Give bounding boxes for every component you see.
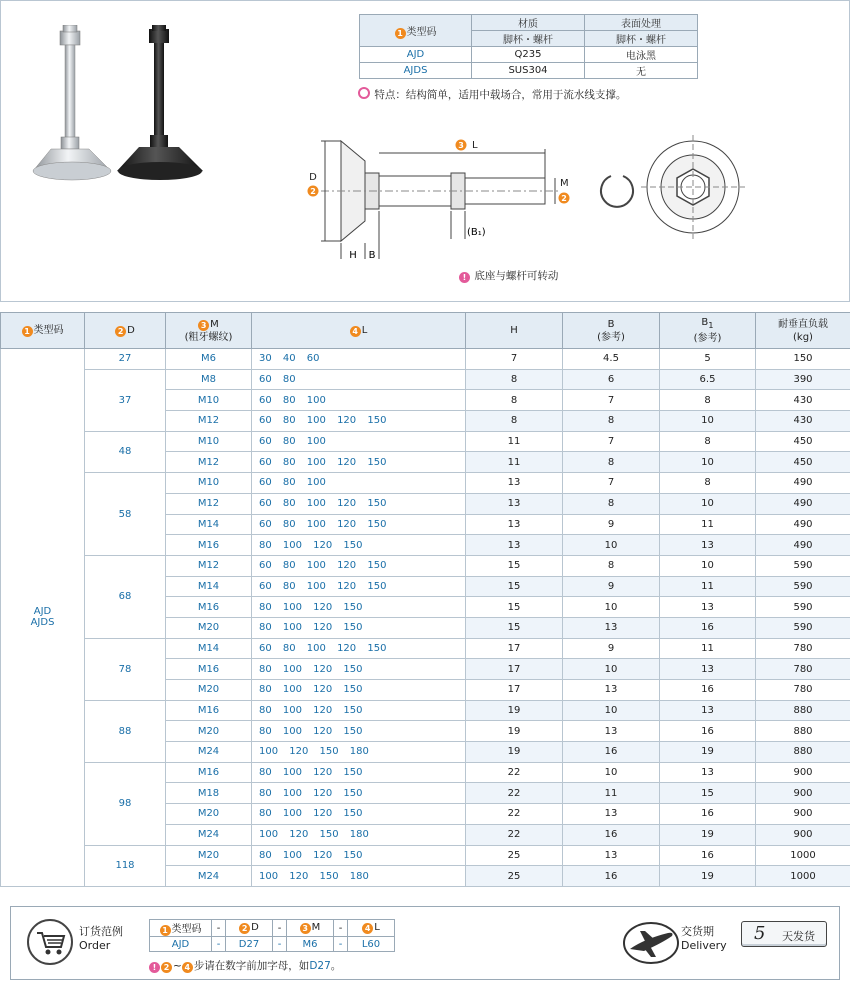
material-row-material: Q235 <box>472 47 585 63</box>
b1-cell: 16 <box>660 804 756 825</box>
m-cell: M20 <box>166 680 252 701</box>
order-value-type: AJD <box>150 937 212 952</box>
h-cell: 15 <box>466 555 563 576</box>
delivery-days-number: 5 <box>754 923 766 944</box>
table-row <box>1 700 850 721</box>
h-cell: 17 <box>466 638 563 659</box>
b-cell: 16 <box>563 742 660 763</box>
b1-cell: 15 <box>660 783 756 804</box>
b1-cell: 19 <box>660 866 756 887</box>
l-cell: 80 100 120 150 <box>252 700 466 721</box>
h-cell: 25 <box>466 845 563 866</box>
material-sub-header: 脚杯・螺杆 <box>472 31 585 47</box>
h-cell: 13 <box>466 514 563 535</box>
order-separator: - <box>212 920 226 937</box>
m-cell: M24 <box>166 742 252 763</box>
b-cell: 6 <box>563 369 660 390</box>
feature-note: 特点：结构简单，适用中载场合，常用于流水线支撑。 <box>358 87 626 102</box>
d-cell: 78 <box>85 638 166 700</box>
d-cell: 118 <box>85 845 166 886</box>
l-cell: 80 100 120 150 <box>252 721 466 742</box>
exclamation-icon: ! <box>459 272 470 283</box>
m-cell: M18 <box>166 783 252 804</box>
col-header-l: 4 L <box>252 313 466 349</box>
b1-cell: 6.5 <box>660 369 756 390</box>
table-row <box>1 762 850 783</box>
h-cell: 15 <box>466 597 563 618</box>
load-cell: 900 <box>756 783 850 804</box>
circle-number-3-icon: 3 <box>198 320 209 331</box>
b1-cell: 11 <box>660 638 756 659</box>
m-cell: M14 <box>166 576 252 597</box>
b-cell: 8 <box>563 493 660 514</box>
col-header-load: 耐垂直负载 (kg) <box>756 313 850 349</box>
circle-number-4-icon: 4 <box>362 923 373 934</box>
circle-number-2-icon: 2 <box>161 962 172 973</box>
b1-cell: 11 <box>660 576 756 597</box>
m-cell: M16 <box>166 700 252 721</box>
table-row <box>1 349 850 370</box>
h-cell: 11 <box>466 452 563 473</box>
l-cell: 80 100 120 150 <box>252 762 466 783</box>
order-example-box <box>10 906 840 980</box>
circle-number-3-icon: 3 <box>300 923 311 934</box>
order-header-d: 2 D <box>226 920 273 937</box>
m-cell: M14 <box>166 638 252 659</box>
h-cell: 13 <box>466 493 563 514</box>
load-cell: 430 <box>756 411 850 432</box>
col-header-b: B (参考) <box>563 313 660 349</box>
l-cell: 60 80 100 120 150 <box>252 576 466 597</box>
l-cell: 100 120 150 180 <box>252 742 466 763</box>
dim-b1-label: (B₁) <box>467 227 486 238</box>
col-header-h: H <box>466 313 563 349</box>
material-row-type: AJD <box>360 47 472 63</box>
h-cell: 19 <box>466 742 563 763</box>
load-cell: 590 <box>756 576 850 597</box>
material-row-type: AJDS <box>360 63 472 79</box>
h-cell: 22 <box>466 783 563 804</box>
h-cell: 22 <box>466 804 563 825</box>
b1-cell: 5 <box>660 349 756 370</box>
load-cell: 780 <box>756 659 850 680</box>
circle-number-1-icon: 1 <box>160 925 171 936</box>
b1-cell: 10 <box>660 411 756 432</box>
m-cell: M14 <box>166 514 252 535</box>
h-cell: 13 <box>466 535 563 556</box>
m-cell: M16 <box>166 762 252 783</box>
b1-cell: 16 <box>660 845 756 866</box>
l-cell: 60 80 100 120 150 <box>252 411 466 432</box>
h-cell: 13 <box>466 473 563 494</box>
load-cell: 1000 <box>756 866 850 887</box>
load-cell: 780 <box>756 680 850 701</box>
h-cell: 8 <box>466 369 563 390</box>
order-header-m: 3 M <box>287 920 334 937</box>
b-cell: 16 <box>563 824 660 845</box>
m-cell: M10 <box>166 390 252 411</box>
circle-number-4-icon: 4 <box>350 326 361 337</box>
load-cell: 490 <box>756 514 850 535</box>
m-cell: M16 <box>166 659 252 680</box>
table-row <box>1 473 850 494</box>
type-code-value: AJDS <box>30 617 55 629</box>
l-cell: 60 80 100 120 150 <box>252 555 466 576</box>
h-cell: 11 <box>466 431 563 452</box>
l-cell: 60 80 100 <box>252 473 466 494</box>
dim-h-label: H <box>349 250 357 261</box>
material-header: 材质 <box>472 15 585 31</box>
m-cell: M20 <box>166 845 252 866</box>
b1-cell: 10 <box>660 555 756 576</box>
m-cell: M20 <box>166 721 252 742</box>
product-photo-stainless <box>27 25 119 185</box>
circle-number-1-icon: 1 <box>22 326 33 337</box>
table-row <box>1 845 850 866</box>
order-value-l: L60 <box>348 937 395 952</box>
b1-cell: 19 <box>660 742 756 763</box>
load-cell: 900 <box>756 762 850 783</box>
order-separator: - <box>273 920 287 937</box>
material-type-header: 1 类型码 <box>360 15 472 47</box>
l-cell: 80 100 120 150 <box>252 804 466 825</box>
d-cell: 37 <box>85 369 166 431</box>
svg-text:3: 3 <box>458 141 464 150</box>
technical-drawing <box>301 131 761 264</box>
order-value-m: M6 <box>287 937 334 952</box>
l-cell: 80 100 120 150 <box>252 617 466 638</box>
l-cell: 60 80 100 120 150 <box>252 452 466 473</box>
b-cell: 16 <box>563 866 660 887</box>
load-cell: 450 <box>756 431 850 452</box>
b-cell: 10 <box>563 535 660 556</box>
b-cell: 13 <box>563 845 660 866</box>
delivery-days-badge <box>741 921 827 947</box>
b1-cell: 19 <box>660 824 756 845</box>
l-cell: 60 80 100 120 150 <box>252 514 466 535</box>
l-cell: 60 80 100 <box>252 390 466 411</box>
b1-cell: 8 <box>660 431 756 452</box>
l-cell: 60 80 100 120 150 <box>252 638 466 659</box>
h-cell: 17 <box>466 659 563 680</box>
b1-cell: 16 <box>660 617 756 638</box>
col-header-d: 2 D <box>85 313 166 349</box>
material-row-finish: 无 <box>585 63 698 79</box>
m-cell: M12 <box>166 493 252 514</box>
order-label: 订货范例 Order <box>79 925 123 952</box>
m-cell: M16 <box>166 535 252 556</box>
b1-cell: 8 <box>660 390 756 411</box>
cart-icon <box>27 919 73 965</box>
l-cell: 80 100 120 150 <box>252 680 466 701</box>
circle-number-2-icon: 2 <box>239 923 250 934</box>
h-cell: 22 <box>466 824 563 845</box>
feature-icon <box>358 87 370 99</box>
l-cell: 100 120 150 180 <box>252 824 466 845</box>
h-cell: 8 <box>466 411 563 432</box>
h-cell: 15 <box>466 617 563 638</box>
b-cell: 10 <box>563 762 660 783</box>
load-cell: 150 <box>756 349 850 370</box>
m-cell: M10 <box>166 473 252 494</box>
b-cell: 10 <box>563 700 660 721</box>
h-cell: 19 <box>466 700 563 721</box>
load-cell: 450 <box>756 452 850 473</box>
table-row <box>1 638 850 659</box>
load-cell: 590 <box>756 555 850 576</box>
col-header-m: 3 M (粗牙螺纹) <box>166 313 252 349</box>
table-row <box>1 431 850 452</box>
b-cell: 10 <box>563 659 660 680</box>
d-cell: 68 <box>85 555 166 638</box>
b1-cell: 13 <box>660 659 756 680</box>
h-cell: 8 <box>466 390 563 411</box>
b1-cell: 11 <box>660 514 756 535</box>
dim-l-label: L <box>472 140 478 151</box>
product-overview-panel <box>0 0 850 302</box>
circle-number-4-icon: 4 <box>182 962 193 973</box>
h-cell: 25 <box>466 866 563 887</box>
col-header-type: 1 类型码 <box>1 313 85 349</box>
airplane-icon <box>622 921 680 965</box>
b-cell: 10 <box>563 597 660 618</box>
m-cell: M20 <box>166 617 252 638</box>
spec-table <box>0 312 850 887</box>
b1-cell: 13 <box>660 535 756 556</box>
m-cell: M6 <box>166 349 252 370</box>
order-value-d: D27 <box>226 937 273 952</box>
circle-number-1-icon: 1 <box>395 28 406 39</box>
d-cell: 98 <box>85 762 166 845</box>
l-cell: 30 40 60 <box>252 349 466 370</box>
load-cell: 780 <box>756 638 850 659</box>
l-cell: 80 100 120 150 <box>252 659 466 680</box>
material-row-material: SUS304 <box>472 63 585 79</box>
load-cell: 880 <box>756 700 850 721</box>
m-cell: M24 <box>166 866 252 887</box>
h-cell: 19 <box>466 721 563 742</box>
h-cell: 22 <box>466 762 563 783</box>
b-cell: 13 <box>563 721 660 742</box>
order-separator: - <box>334 920 348 937</box>
d-cell: 88 <box>85 700 166 762</box>
l-cell: 80 100 120 150 <box>252 783 466 804</box>
h-cell: 7 <box>466 349 563 370</box>
order-separator: - <box>273 937 287 952</box>
rotate-note: ! 底座与螺杆可转动 <box>459 268 558 283</box>
load-cell: 900 <box>756 824 850 845</box>
l-cell: 60 80 100 <box>252 431 466 452</box>
order-separator: - <box>212 937 226 952</box>
b-cell: 9 <box>563 638 660 659</box>
m-cell: M24 <box>166 824 252 845</box>
load-cell: 490 <box>756 535 850 556</box>
col-header-b1: $B_1$ (参考) <box>660 313 756 349</box>
load-cell: 490 <box>756 473 850 494</box>
h-cell: 17 <box>466 680 563 701</box>
l-cell: 80 100 120 150 <box>252 845 466 866</box>
svg-text:2: 2 <box>310 187 316 196</box>
svg-text:2: 2 <box>561 194 567 203</box>
m-cell: M20 <box>166 804 252 825</box>
b-cell: 7 <box>563 431 660 452</box>
load-cell: 590 <box>756 597 850 618</box>
type-code-cell <box>1 349 85 887</box>
b-cell: 4.5 <box>563 349 660 370</box>
delivery-label: 交货期 Delivery <box>681 925 727 952</box>
exclamation-icon: ! <box>149 962 160 973</box>
l-cell: 60 80 <box>252 369 466 390</box>
load-cell: 430 <box>756 390 850 411</box>
b-cell: 13 <box>563 680 660 701</box>
l-cell: 100 120 150 180 <box>252 866 466 887</box>
delivery-days-text: 天发货 <box>782 930 815 943</box>
order-example-table <box>149 919 395 952</box>
order-header-l: 4 L <box>348 920 395 937</box>
m-cell: M12 <box>166 555 252 576</box>
l-cell: 80 100 120 150 <box>252 535 466 556</box>
h-cell: 15 <box>466 576 563 597</box>
load-cell: 1000 <box>756 845 850 866</box>
m-cell: M10 <box>166 431 252 452</box>
order-note: ! 2 ~ 4 步请在数字前加字母，如D27。 <box>149 958 341 973</box>
dim-b-label: B <box>368 250 376 261</box>
product-photo-black <box>113 25 209 185</box>
b-cell: 8 <box>563 411 660 432</box>
table-row <box>1 555 850 576</box>
b-cell: 8 <box>563 555 660 576</box>
b1-cell: 8 <box>660 473 756 494</box>
d-cell: 27 <box>85 349 166 370</box>
b-cell: 9 <box>563 576 660 597</box>
b-cell: 7 <box>563 390 660 411</box>
b1-cell: 13 <box>660 762 756 783</box>
m-cell: M8 <box>166 369 252 390</box>
table-row <box>1 369 850 390</box>
finish-header: 表面处理 <box>585 15 698 31</box>
b-cell: 8 <box>563 452 660 473</box>
material-table <box>359 14 698 79</box>
dim-m-label: M <box>560 178 569 189</box>
b-cell: 13 <box>563 617 660 638</box>
b1-cell: 13 <box>660 700 756 721</box>
order-separator: - <box>334 937 348 952</box>
m-cell: M16 <box>166 597 252 618</box>
b1-cell: 13 <box>660 597 756 618</box>
load-cell: 880 <box>756 721 850 742</box>
b-cell: 13 <box>563 804 660 825</box>
b-cell: 11 <box>563 783 660 804</box>
load-cell: 880 <box>756 742 850 763</box>
load-cell: 490 <box>756 493 850 514</box>
type-code-value: AJD <box>33 606 52 618</box>
m-cell: M12 <box>166 411 252 432</box>
b-cell: 7 <box>563 473 660 494</box>
dim-d-label: D <box>309 172 317 183</box>
finish-sub-header: 脚杯・螺杆 <box>585 31 698 47</box>
circle-number-2-icon: 2 <box>115 326 126 337</box>
load-cell: 590 <box>756 617 850 638</box>
load-cell: 390 <box>756 369 850 390</box>
b1-cell: 10 <box>660 493 756 514</box>
m-cell: M12 <box>166 452 252 473</box>
l-cell: 60 80 100 120 150 <box>252 493 466 514</box>
b1-cell: 16 <box>660 721 756 742</box>
material-row-finish: 电泳黑 <box>585 47 698 63</box>
d-cell: 48 <box>85 431 166 472</box>
load-cell: 900 <box>756 804 850 825</box>
order-header-type: 1 类型码 <box>150 920 212 937</box>
b1-cell: 10 <box>660 452 756 473</box>
d-cell: 58 <box>85 473 166 556</box>
l-cell: 80 100 120 150 <box>252 597 466 618</box>
b-cell: 9 <box>563 514 660 535</box>
b1-cell: 16 <box>660 680 756 701</box>
